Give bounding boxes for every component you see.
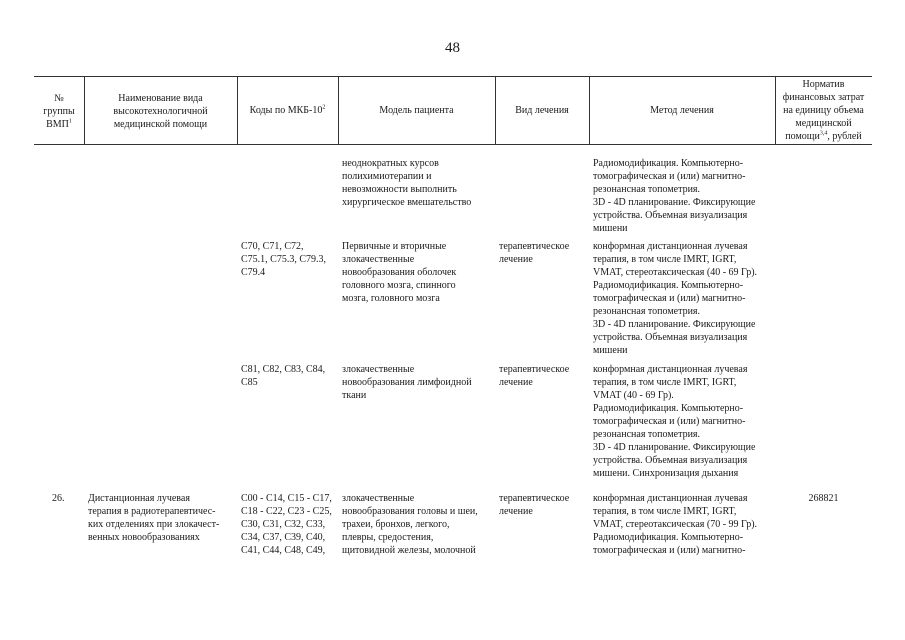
- treatment-type-cell: терапевтическое лечение: [499, 493, 570, 517]
- header-treatment-method: Метод лечения: [650, 105, 714, 116]
- treatment-method-cell: конформная дистанционная лучевая терапия, в том числе IMRT, IGRT, VMAT, стереотаксическая (40 - 69 Гр). Радиомодификация. Компьютерно- томографическая и (или) магнитно- резонансная топометрия. 3D - 4D планирование. Фиксирующие устройства. Объемная визуализация мишени: [593, 241, 758, 356]
- header-bottom-border: [34, 144, 872, 145]
- care-type-name-cell: Дистанционная лучевая терапия в радиотерапевтичес- ких отделениях при злокачест- венных новообразованиях: [88, 493, 220, 543]
- cost-standard-cell: 268821: [808, 493, 839, 504]
- header-icd-codes: Коды по МКБ-$10^2$: [249, 104, 326, 116]
- table-top-border: [34, 76, 872, 77]
- treatment-method-cell: Радиомодификация. Компьютерно- томографическая и (или) магнитно- резонансная топометрия. 3D - 4D планирование. Фиксирующие устройства. Объемная визуализация мишени: [593, 158, 756, 234]
- patient-model-cell: злокачественные новообразования головы и шеи, трахеи, бронхов, легкого, плевры, средостения, щитовидной железы, молочной: [342, 493, 478, 556]
- patient-model-cell: неоднократных курсов полихимиотерапии и невозможности выполнить хирургическое вмешательство: [342, 158, 472, 208]
- treatment-type-cell: терапевтическое лечение: [499, 364, 570, 388]
- header-group-number: № группы ВМП$^1$: [43, 93, 75, 130]
- header-care-type-name: Наименование вида высокотехнологичной медицинской помощи: [113, 93, 208, 130]
- page-number: 48: [445, 40, 460, 56]
- treatment-type-cell: терапевтическое лечение: [499, 241, 570, 265]
- icd-codes-cell: C00 - C14, C15 - C17, C18 - C22, C23 - C25, C30, C31, C32, C33, C34, C37, C39, C40, C41, C44, C48, C49,: [241, 493, 332, 556]
- header-patient-model: Модель пациента: [379, 105, 454, 116]
- icd-codes-cell: C70, C71, C72, C75.1, C75.3, C79.3, C79.4: [241, 241, 327, 278]
- patient-model-cell: Первичные и вторичные злокачественные новообразования оболочек головного мозга, спинного мозга, головного мозга: [342, 241, 457, 304]
- patient-model-cell: злокачественные новообразования лимфоидной ткани: [342, 364, 472, 401]
- header-treatment-type: Вид лечения: [515, 105, 569, 116]
- header-cost-standard: Норматив финансовых затрат на единицу объема медицинской помощи$^{3,4}$, рублей: [782, 79, 865, 142]
- group-number-cell: 26.: [52, 493, 65, 504]
- icd-codes-cell: C81, C82, C83, C84, C85: [241, 364, 326, 388]
- treatment-method-cell: конформная дистанционная лучевая терапия, в том числе IMRT, IGRT, VMAT (40 - 69 Гр). Радиомодификация. Компьютерно- томографическая и (или) магнитно- резонансная топометрия. 3D - 4D планирование. Фиксирующие устройства. Объемная визуализация мишени. Синхронизация дыхания: [593, 364, 756, 479]
- treatment-method-cell: конформная дистанционная лучевая терапия, в том числе IMRT, IGRT, VMAT, стереотаксическая (70 - 99 Гр). Радиомодификация. Компьютерно- томографическая и (или) магнитно-: [593, 493, 758, 556]
